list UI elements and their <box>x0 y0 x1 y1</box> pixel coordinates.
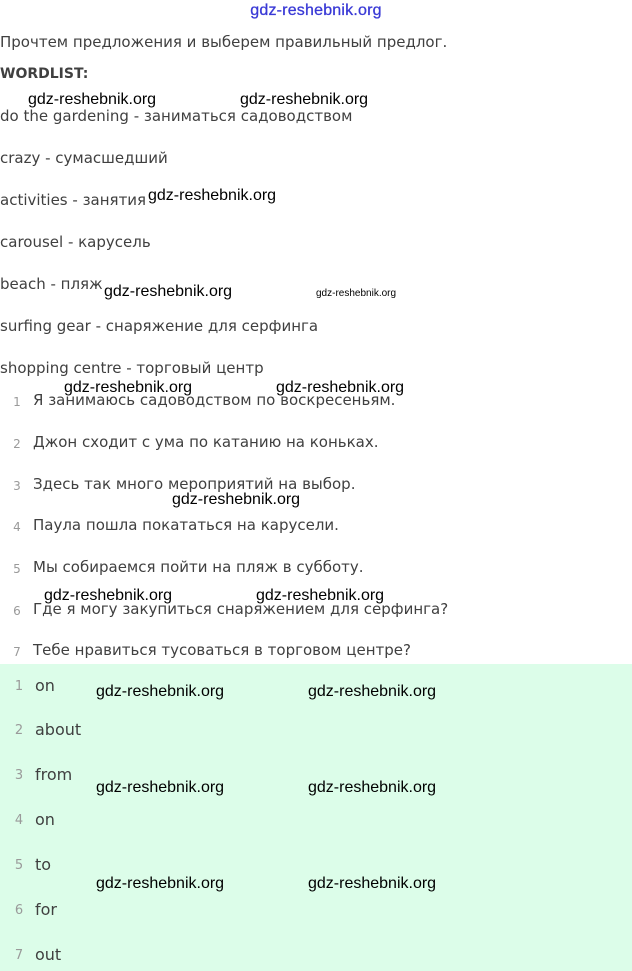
sentence-text: Я занимаюсь садоводством по воскресеньям. <box>33 391 396 409</box>
intro-text: Прочтем предложения и выберем правильный предлог. <box>0 33 448 51</box>
answer-number: 7 <box>14 948 24 963</box>
answer-number: 6 <box>14 903 24 918</box>
watermark: gdz-reshebnik.org <box>148 187 277 204</box>
answer-text: on <box>35 810 55 829</box>
answers-panel <box>0 664 632 971</box>
wordlist-item: shopping centre - торговый центр <box>0 359 264 377</box>
answer-text: for <box>35 900 57 919</box>
watermark: gdz-reshebnik.org <box>96 875 225 892</box>
sentence-number: 3 <box>13 479 21 493</box>
watermark: gdz-reshebnik.org <box>96 779 225 796</box>
answer-number: 2 <box>14 723 24 738</box>
sentence-text: Тебе нравиться тусоваться в торговом центре? <box>33 641 411 659</box>
wordlist-item: crazy - сумасшедший <box>0 149 168 167</box>
wordlist-item: activities - занятия <box>0 191 147 209</box>
watermark: gdz-reshebnik.org <box>308 875 437 892</box>
wordlist-item: do the gardening - заниматься садоводством <box>0 107 353 125</box>
answer-number: 4 <box>14 813 24 828</box>
watermark: gdz-reshebnik.org <box>276 379 405 396</box>
sentence-text: Паула пошла покататься на карусели. <box>33 516 339 534</box>
watermark: gdz-reshebnik.org <box>256 587 385 604</box>
sentence-number: 2 <box>13 437 21 451</box>
answer-number: 1 <box>14 679 24 694</box>
sentence-number: 5 <box>13 562 21 576</box>
watermark: gdz-reshebnik.org <box>28 91 157 108</box>
answer-text: out <box>35 945 62 964</box>
sentence-text: Джон сходит с ума по катанию на коньках. <box>33 433 379 451</box>
sentence-text: Где я могу закупиться снаряжением для серфинга? <box>33 600 449 618</box>
wordlist-item: surfing gear - снаряжение для серфинга <box>0 317 319 335</box>
sentence-number: 6 <box>13 604 21 618</box>
wordlist-item: beach - пляж <box>0 275 103 293</box>
sentence-number: 1 <box>13 395 21 409</box>
watermark: gdz-reshebnik.org <box>316 288 397 299</box>
watermark: gdz-reshebnik.org <box>64 379 193 396</box>
sentence-number: 7 <box>13 645 21 659</box>
answer-text: from <box>35 765 73 784</box>
answer-text: about <box>35 720 82 739</box>
watermark: gdz-reshebnik.org <box>240 91 369 108</box>
watermark: gdz-reshebnik.org <box>104 283 233 300</box>
answer-text: to <box>35 855 52 874</box>
watermark: gdz-reshebnik.org <box>96 683 225 700</box>
wordlist-item: carousel - карусель <box>0 233 151 251</box>
sentence-text: Здесь так много мероприятий на выбор. <box>33 475 356 493</box>
watermark: gdz-reshebnik.org <box>172 491 301 508</box>
sentence-text: Мы собираемся пойти на пляж в субботу. <box>33 558 364 576</box>
sentence-number: 4 <box>13 520 21 534</box>
site-header-link[interactable]: gdz-reshebnik.org <box>250 2 382 19</box>
answer-number: 3 <box>14 768 24 783</box>
watermark: gdz-reshebnik.org <box>308 779 437 796</box>
watermark: gdz-reshebnik.org <box>308 683 437 700</box>
watermark: gdz-reshebnik.org <box>44 587 173 604</box>
wordlist-title: WORDLIST: <box>0 66 89 82</box>
answer-number: 5 <box>14 858 24 873</box>
answer-text: on <box>35 676 55 695</box>
